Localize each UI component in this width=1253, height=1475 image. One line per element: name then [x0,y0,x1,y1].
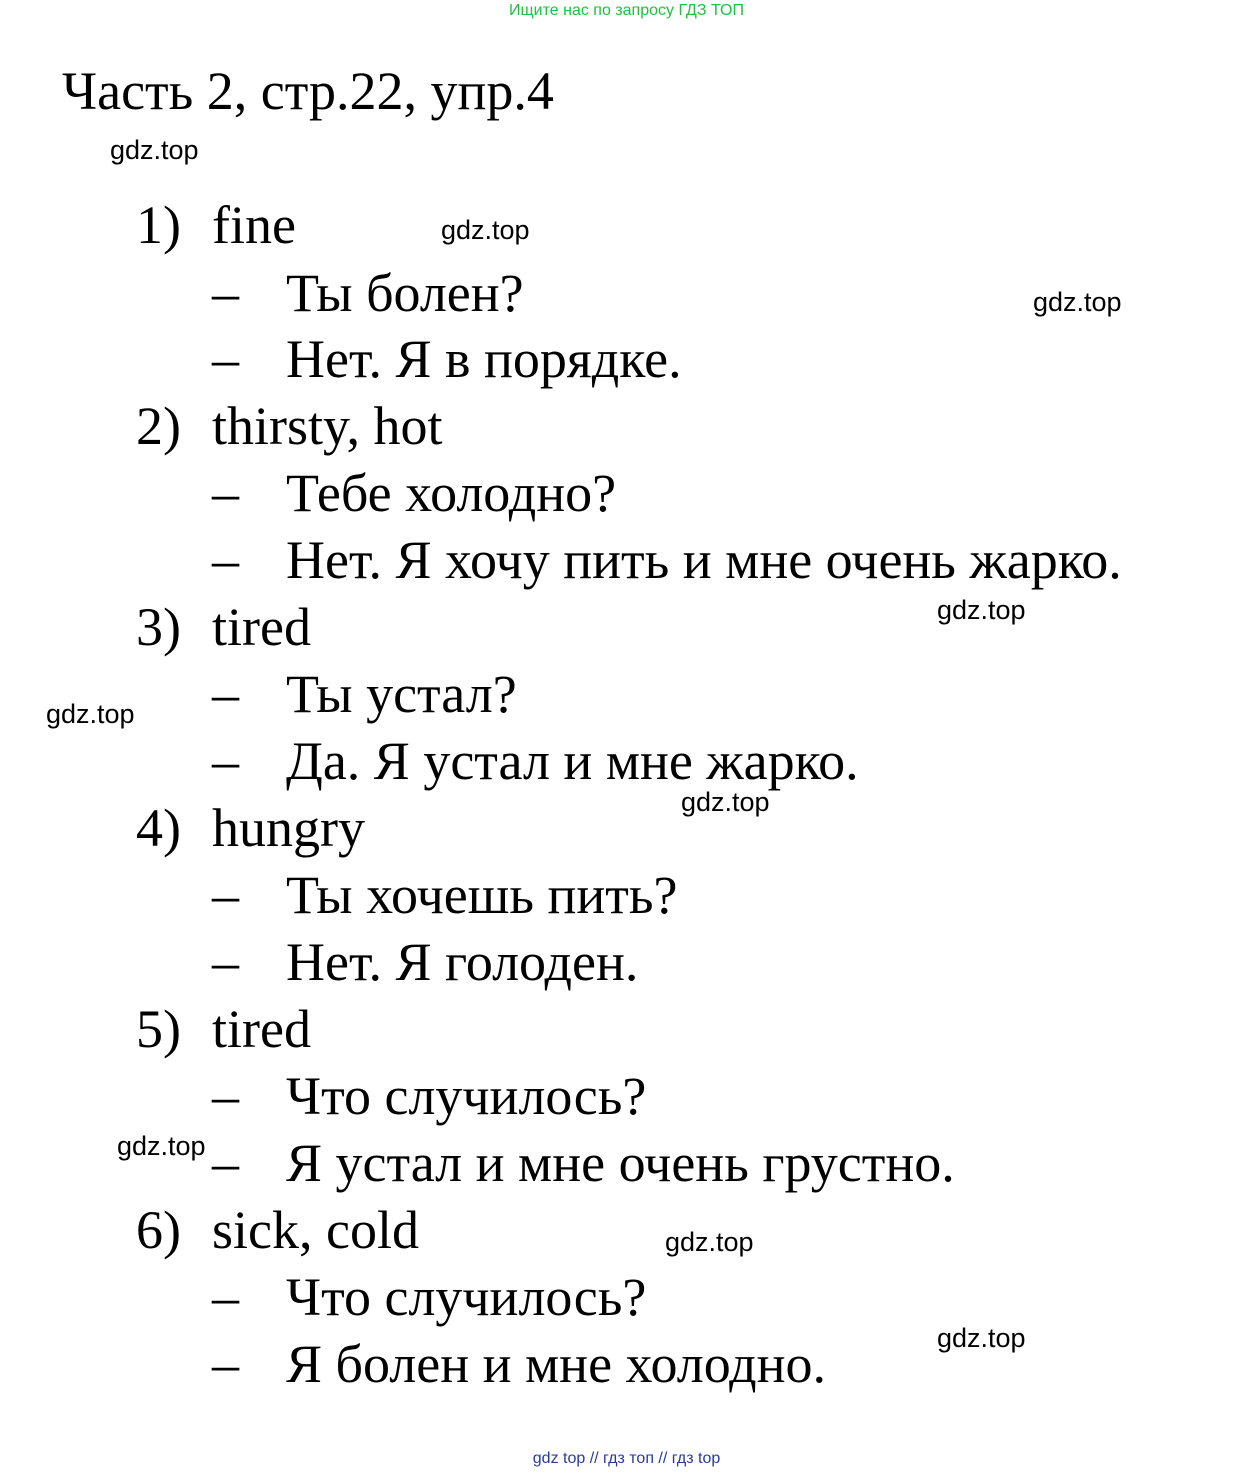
item-label: tired [212,597,311,657]
dialogue-line: Ты хочешь пить? [286,865,678,925]
watermark: gdz.top [117,1131,206,1161]
dialogue-dash: – [212,530,239,590]
dialogue-line: Да. Я устал и мне жарко. [286,731,859,791]
dialogue-line: Что случилось? [286,1267,647,1327]
dialogue-dash: – [212,1334,239,1394]
item-label: hungry [212,798,365,858]
item-number: 4) [136,798,181,858]
item-number: 1) [136,195,181,255]
dialogue-line: Я устал и мне очень грустно. [286,1133,955,1193]
page-title: Часть 2, стр.22, упр.4 [62,61,554,121]
item-number: 5) [136,999,181,1059]
dialogue-line: Нет. Я голоден. [286,932,639,992]
dialogue-dash: – [212,731,239,791]
dialogue-line: Нет. Я в порядке. [286,329,682,389]
watermark: gdz.top [665,1227,754,1257]
item-label: tired [212,999,311,1059]
item-number: 3) [136,597,181,657]
dialogue-dash: – [212,1066,239,1126]
item-label: fine [212,195,296,255]
dialogue-line: Я болен и мне холодно. [286,1334,827,1394]
dialogue-line: Нет. Я хочу пить и мне очень жарко. [286,530,1122,590]
watermark: gdz.top [441,215,530,245]
dialogue-dash: – [212,865,239,925]
dialogue-dash: – [212,463,239,523]
dialogue-dash: – [212,263,239,323]
dialogue-dash: – [212,932,239,992]
watermark: gdz.top [1033,287,1122,317]
watermark: gdz.top [937,1323,1026,1353]
header-note: Ищите нас по запросу ГДЗ ТОП [509,2,744,19]
dialogue-line: Ты болен? [286,263,524,323]
footer-note: gdz top // гдз топ // гдз top [532,1450,721,1467]
dialogue-dash: – [212,1267,239,1327]
dialogue-line: Тебе холодно? [286,463,617,523]
watermark: gdz.top [937,595,1026,625]
item-number: 2) [136,396,181,456]
watermark: gdz.top [46,699,135,729]
item-label: sick, cold [212,1200,419,1260]
watermark: gdz.top [681,787,770,817]
item-label: thirsty, hot [212,396,443,456]
dialogue-dash: – [212,664,239,724]
dialogue-dash: – [212,329,239,389]
watermark: gdz.top [110,135,199,165]
dialogue-line: Что случилось? [286,1066,647,1126]
item-number: 6) [136,1200,181,1260]
dialogue-dash: – [212,1133,239,1193]
dialogue-line: Ты устал? [286,664,517,724]
